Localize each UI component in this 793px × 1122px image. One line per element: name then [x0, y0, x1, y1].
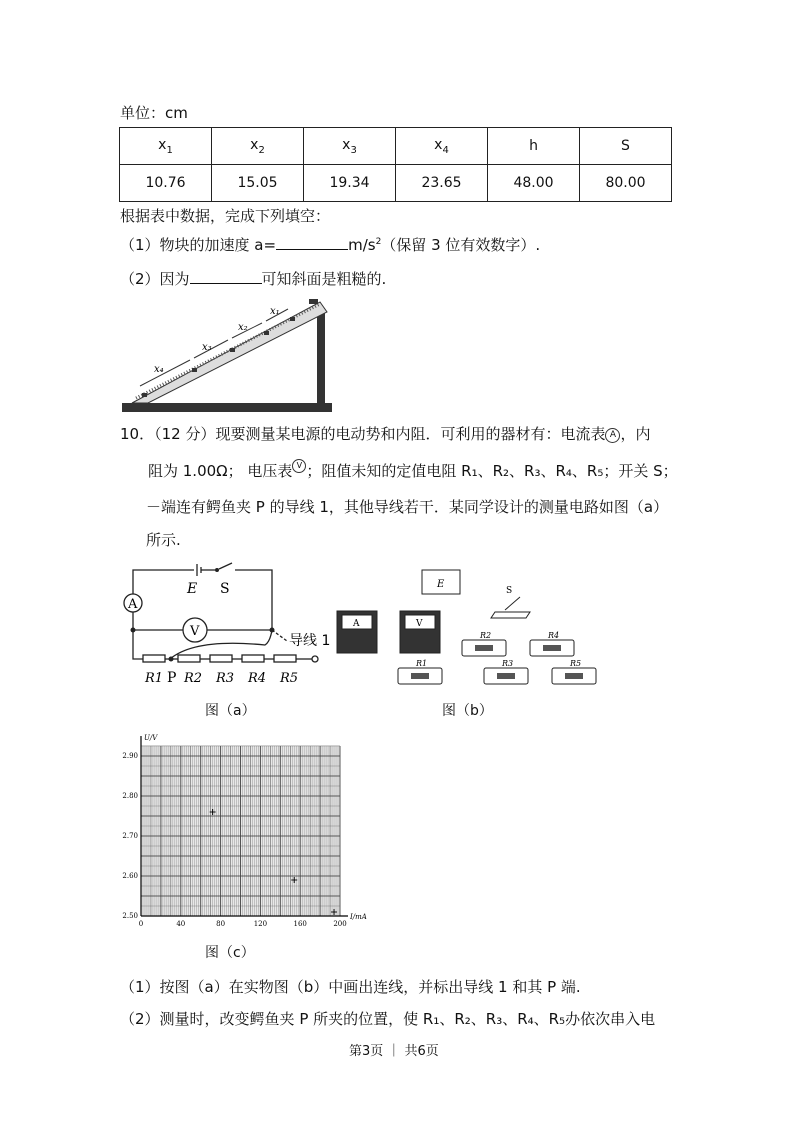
- table-row: [120, 165, 672, 202]
- ammeter-symbol-icon: A: [605, 428, 620, 443]
- answer-blank[interactable]: [190, 269, 262, 284]
- question-10-line4: 所示.: [146, 531, 181, 549]
- q10-text: 阻为 1.00Ω； 电压表: [148, 462, 293, 480]
- y-tick-label: 2.80: [122, 792, 138, 800]
- equipment-diagram-b: [330, 560, 610, 695]
- r1-label: R1: [145, 671, 164, 686]
- header-x2: $x_2$: [212, 128, 304, 165]
- x-tick-label: 40: [176, 920, 186, 928]
- cell: 48.00: [488, 165, 580, 202]
- x-tick-label: 80: [216, 920, 226, 928]
- page-footer: 第3页 ｜ 共6页: [349, 1044, 439, 1059]
- header-h: h: [488, 128, 580, 165]
- r3-label: R3: [216, 671, 235, 686]
- r2-label: R2: [480, 631, 492, 640]
- ammeter-label: A: [128, 597, 138, 612]
- question-10-line3: －端连有鳄鱼夹 P 的导线 1，其他导线若干．某同学设计的测量电路如图（a）: [146, 498, 669, 516]
- data-table: [119, 127, 672, 202]
- intro-text: 根据表中数据，完成下列填空：: [120, 207, 331, 225]
- question-10-1: （1）按图（a）在实物图（b）中画出连线，并标出导线 1 和其 P 端.: [120, 978, 581, 996]
- r5-label: R5: [570, 659, 582, 668]
- switch-label: S: [220, 581, 230, 597]
- cell: 15.05: [212, 165, 304, 202]
- x-tick-label: 0: [138, 920, 144, 928]
- ammeter-device-icon: [337, 611, 377, 653]
- label-x2: x₂: [238, 322, 248, 333]
- y-tick-label: 2.90: [122, 752, 138, 760]
- q9-2-prefix: （2）因为: [120, 270, 190, 288]
- q9-1-exp: 2: [375, 237, 382, 247]
- q10-text: ；阻值未知的定值电阻 R₁、R₂、R₃、R₄、R₅；开关 S；: [306, 462, 678, 480]
- header-x1: $x_1$: [120, 128, 212, 165]
- x-tick-label: 200: [333, 920, 347, 928]
- question-10-2: （2）测量时，改变鳄鱼夹 P 所夹的位置，使 R₁、R₂、R₃、R₄、R₅办依次串入电: [120, 1010, 656, 1028]
- cell: 19.34: [304, 165, 396, 202]
- header-x3: $x_3$: [304, 128, 396, 165]
- question-10-line1: [120, 423, 650, 444]
- label-x4: x₄: [154, 364, 164, 375]
- clip-p-label: P: [167, 670, 177, 686]
- unit-label: 单位：cm: [120, 104, 188, 122]
- r3-label: R3: [502, 659, 514, 668]
- wire-1-label: 导线 1: [289, 633, 331, 649]
- y-tick-label: 2.60: [122, 872, 138, 880]
- question-10-line2: [148, 459, 678, 481]
- header-x4: $x_4$: [396, 128, 488, 165]
- r2-label: R2: [184, 671, 203, 686]
- y-tick-label: 2.70: [122, 832, 138, 840]
- header-s: S: [580, 128, 672, 165]
- label-x1: x₁: [270, 306, 280, 317]
- switch-label: S: [506, 586, 513, 596]
- caption-c: 图（c）: [205, 945, 255, 961]
- r4-label: R4: [248, 671, 267, 686]
- r5-label: R5: [280, 671, 299, 686]
- table-header-row: [120, 128, 672, 165]
- battery-label: E: [187, 581, 198, 597]
- y-axis-label: U/V: [144, 734, 158, 742]
- q10-text: 10．（12 分）现要测量某电源的电动势和内阻．可利用的器材有：电流表: [120, 425, 606, 443]
- r1-label: R1: [416, 659, 428, 668]
- voltmeter-device-icon: [400, 611, 440, 653]
- r4-label: R4: [548, 631, 560, 640]
- voltmeter-symbol-icon: V: [292, 459, 306, 473]
- cell: 23.65: [396, 165, 488, 202]
- u-i-graph: [110, 725, 367, 935]
- caption-a: 图（a）: [205, 703, 256, 719]
- caption-b: 图（b）: [442, 703, 493, 719]
- q9-1-suffix: （保留 3 位有效数字）.: [381, 236, 541, 254]
- q9-1-unit: m/s: [348, 236, 376, 254]
- cell: 10.76: [120, 165, 212, 202]
- question-9-1: [120, 234, 540, 255]
- x-tick-label: 160: [293, 920, 307, 928]
- y-tick-label: 2.50: [122, 912, 138, 920]
- x-tick-label: 120: [253, 920, 268, 928]
- voltmeter-label: V: [190, 624, 200, 639]
- switch-icon: [491, 597, 530, 618]
- battery-label: E: [437, 579, 445, 590]
- q10-text: ，内: [620, 425, 651, 443]
- cell: 80.00: [580, 165, 672, 202]
- q9-1-prefix: （1）物块的加速度 a=: [120, 236, 277, 254]
- answer-blank[interactable]: [276, 235, 348, 250]
- incline-figure: [120, 290, 335, 415]
- x-axis-label: I/mA: [350, 913, 367, 921]
- label-x3: x₃: [202, 342, 212, 353]
- ammeter-label: A: [353, 619, 360, 629]
- voltmeter-label: V: [416, 619, 423, 629]
- q9-2-suffix: 可知斜面是粗糙的.: [261, 270, 387, 288]
- question-9-2: [120, 268, 386, 289]
